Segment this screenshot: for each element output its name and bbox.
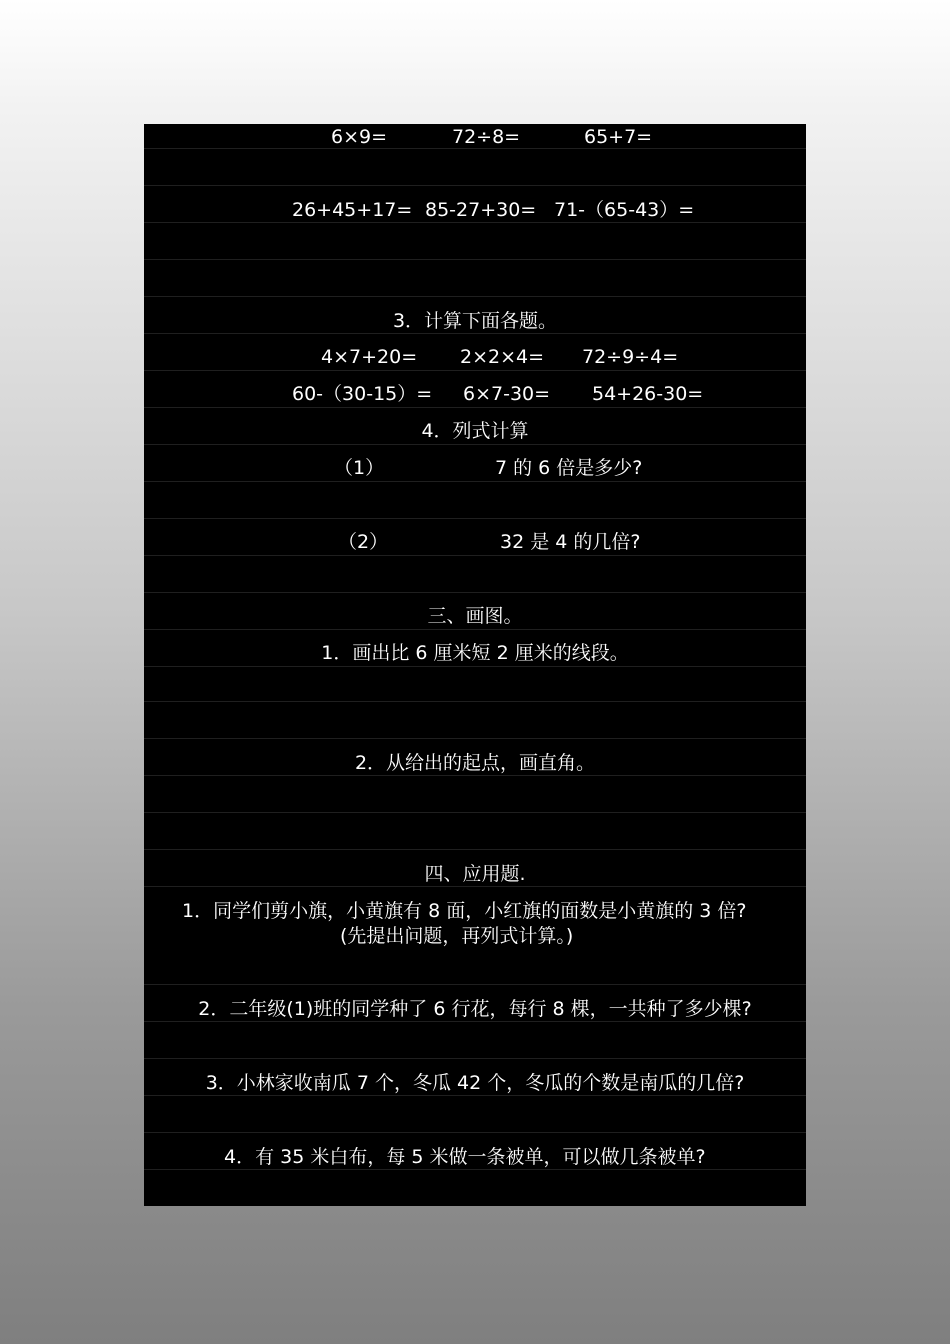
section-4-title: 4．列式计算 [421, 420, 529, 442]
row-divider [144, 1095, 806, 1096]
problem-number: （1） [334, 457, 385, 479]
row-divider [144, 444, 806, 445]
calc-expression: 72÷8= [452, 126, 521, 148]
row-divider [144, 666, 806, 667]
calc-expression: 71-（65-43）= [554, 199, 695, 221]
row-divider [144, 984, 806, 985]
problem-text: 4．有 35 米白布，每 5 米做一条被单，可以做几条被单? [224, 1146, 706, 1168]
calc-expression: 6×7-30= [463, 383, 551, 405]
row-divider [144, 701, 806, 702]
calc-expression: 72÷9÷4= [582, 346, 679, 368]
application-problem-3: 3．小林家收南瓜 7 个，冬瓜 42 个，冬瓜的个数是南瓜的几倍? [205, 1072, 745, 1094]
problem-note: (先提出问题，再列式计算。) [340, 925, 574, 947]
row-divider [144, 259, 806, 260]
calc-expression: 4×7+20= [321, 346, 418, 368]
row-divider [144, 1058, 806, 1059]
row-divider [144, 370, 806, 371]
problem-text: 7 的 6 倍是多少? [495, 457, 643, 479]
worksheet-page [144, 124, 806, 1206]
row-divider [144, 296, 806, 297]
row-divider [144, 481, 806, 482]
application-problem-2: 2．二年级(1)班的同学种了 6 行花，每行 8 棵，一共种了多少棵? [198, 998, 752, 1020]
calc-expression: 26+45+17= [292, 199, 413, 221]
calc-expression: 60-（30-15）= [292, 383, 433, 405]
problem-text: 32 是 4 的几倍? [500, 531, 641, 553]
row-divider [144, 555, 806, 556]
part-3-title: 三、画图。 [427, 605, 523, 627]
row-divider [144, 1169, 806, 1170]
row-divider [144, 1021, 806, 1022]
row-divider [144, 775, 806, 776]
row-divider [144, 333, 806, 334]
section-3-title: 3．计算下面各题。 [392, 310, 558, 332]
problem-number: （2） [338, 531, 389, 553]
row-divider [144, 886, 806, 887]
problem-text: 1．同学们剪小旗，小黄旗有 8 面，小红旗的面数是小黄旗的 3 倍? [182, 900, 747, 922]
calc-expression: 54+26-30= [592, 383, 704, 405]
row-divider [144, 738, 806, 739]
row-divider [144, 592, 806, 593]
row-divider [144, 1132, 806, 1133]
drawing-task-2: 2．从给出的起点，画直角。 [354, 752, 596, 774]
calc-expression: 65+7= [584, 126, 653, 148]
row-divider [144, 849, 806, 850]
row-divider [144, 185, 806, 186]
row-divider [144, 629, 806, 630]
calc-expression: 6×9= [331, 126, 388, 148]
row-divider [144, 812, 806, 813]
row-divider [144, 222, 806, 223]
calc-expression: 2×2×4= [460, 346, 545, 368]
part-4-title: 四、应用题. [424, 863, 526, 885]
row-divider [144, 407, 806, 408]
drawing-task-1: 1．画出比 6 厘米短 2 厘米的线段。 [321, 642, 629, 664]
calc-expression: 85-27+30= [425, 199, 537, 221]
row-divider [144, 518, 806, 519]
